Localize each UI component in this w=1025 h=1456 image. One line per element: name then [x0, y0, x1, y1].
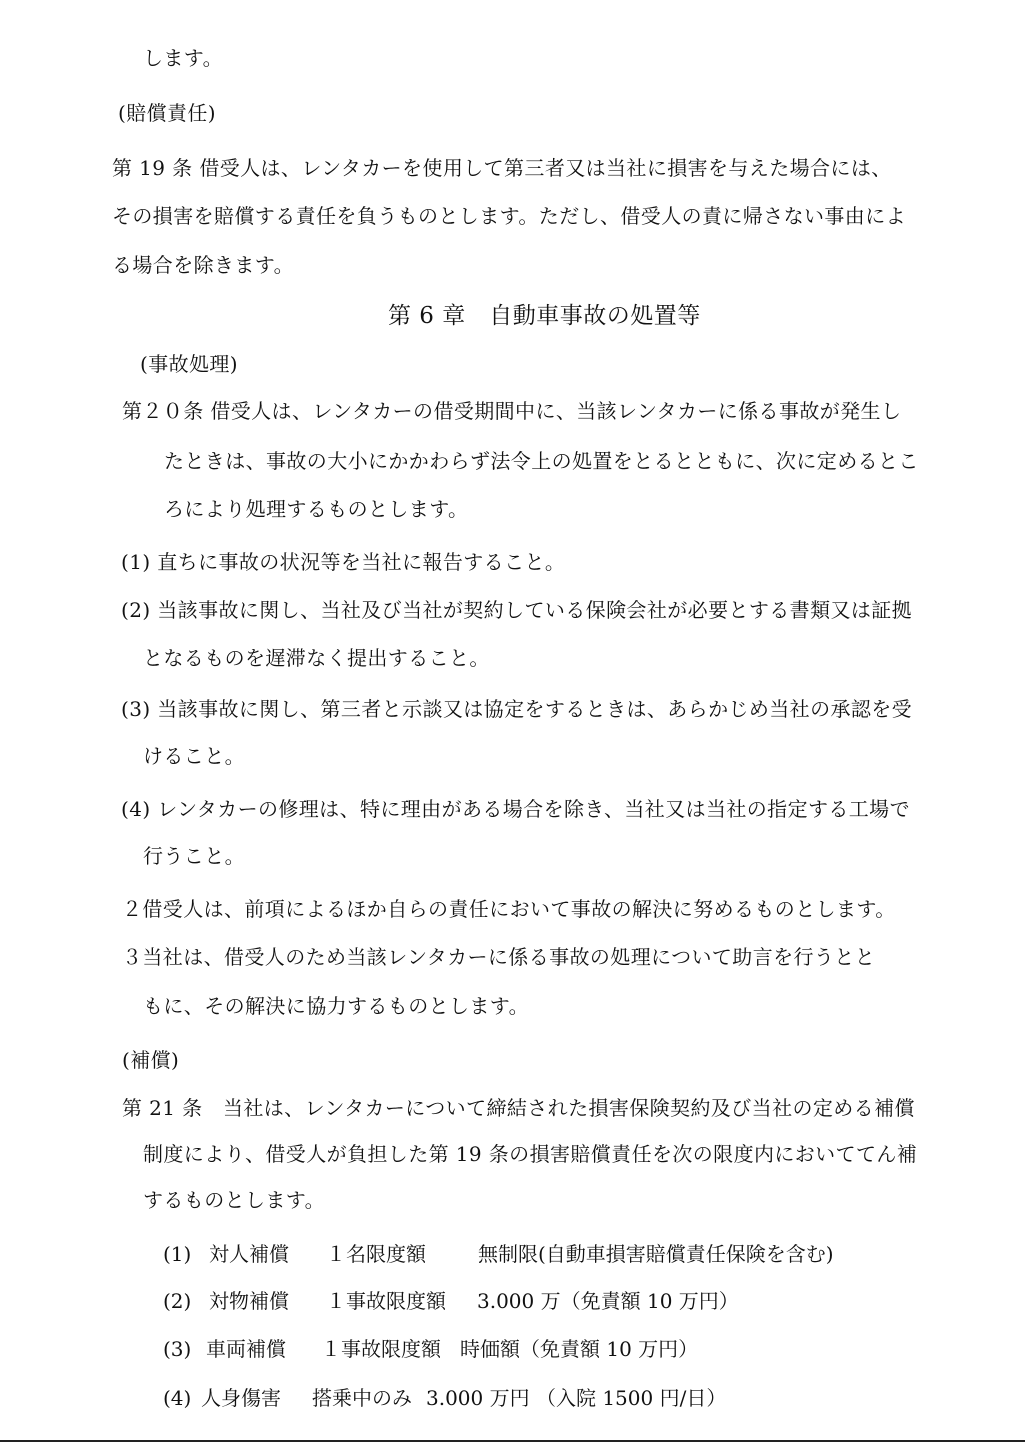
text-line: となるものを遅滞なく提出すること。: [143, 646, 490, 670]
paragraph-2: ２借受人は、前項によるほか自らの責任において事故の解決に努めるものとします。: [122, 897, 896, 921]
list-item: (2) 当該事故に関し、当社及び当社が契約している保険会社が必要とする書類又は証拠: [121, 598, 913, 622]
text-line: します。: [143, 46, 223, 70]
text-line: もに、その解決に協力するものとします。: [143, 994, 529, 1018]
coverage-limit: １名限度額: [326, 1242, 426, 1266]
text-line: ろにより処理するものとします。: [164, 497, 469, 521]
coverage-limit: １事故限度額: [321, 1337, 441, 1361]
coverage-type: 車両補償: [206, 1337, 286, 1361]
text-line: たときは、事故の大小にかかわらず法令上の処置をとるとともに、次に定めるとこ: [164, 449, 919, 473]
list-item: (1) 直ちに事故の状況等を当社に報告すること。: [121, 550, 566, 574]
section-heading: (事故処理): [140, 352, 239, 376]
text-line: その損害を賠償する責任を負うものとします。ただし、借受人の責に帰さない事由によ: [112, 204, 906, 228]
section-heading: (賠償責任): [118, 101, 217, 125]
list-item: (3) 当該事故に関し、第三者と示談又は協定をするときは、あらかじめ当社の承認を受: [121, 697, 913, 721]
article-19-text: 第 19 条 借受人は、レンタカーを使用して第三者又は当社に損害を与えた場合には、: [112, 156, 892, 180]
list-item: (4) レンタカーの修理は、特に理由がある場合を除き、当社又は当社の指定する工場で: [121, 797, 910, 821]
coverage-type: 対物補償: [209, 1289, 289, 1313]
text-line: る場合を除きます。: [112, 253, 294, 277]
article-21-text: 第 21 条 当社は、レンタカーについて締結された損害保険契約及び当社の定める補償: [122, 1096, 915, 1120]
row-number: (2): [163, 1289, 192, 1313]
text-line: 制度により、借受人が負担した第 19 条の損害賠償責任を次の限度内においててん補: [143, 1142, 918, 1166]
article-20-text: 第２０条 借受人は、レンタカーの借受期間中に、当該レンタカーに係る事故が発生し: [122, 399, 902, 423]
row-number: (1): [163, 1242, 192, 1266]
row-number: (3): [163, 1337, 192, 1361]
text-line: けること。: [143, 744, 245, 768]
coverage-amount: 無制限(自動車損害賠償責任保険を含む): [478, 1242, 834, 1266]
text-line: するものとします。: [143, 1188, 325, 1212]
coverage-limit: １事故限度額: [326, 1289, 446, 1313]
chapter-title: 第 6 章 自動車事故の処置等: [388, 303, 701, 329]
coverage-amount: 3.000 万円 （入院 1500 円/日）: [426, 1386, 727, 1410]
coverage-amount: 3.000 万（免責額 10 万円）: [477, 1289, 739, 1313]
row-number: (4): [163, 1386, 192, 1410]
coverage-type: 対人補償: [209, 1242, 289, 1266]
paragraph-3: ３当社は、借受人のため当該レンタカーに係る事故の処理について助言を行うとと: [122, 945, 876, 969]
coverage-type: 人身傷害: [201, 1386, 281, 1410]
coverage-limit: 搭乗中のみ: [312, 1386, 412, 1410]
coverage-amount: 時価額（免責額 10 万円）: [460, 1337, 699, 1361]
page-bottom-border: [0, 1440, 1025, 1442]
section-heading: (補償): [122, 1048, 180, 1072]
text-line: 行うこと。: [143, 844, 245, 868]
